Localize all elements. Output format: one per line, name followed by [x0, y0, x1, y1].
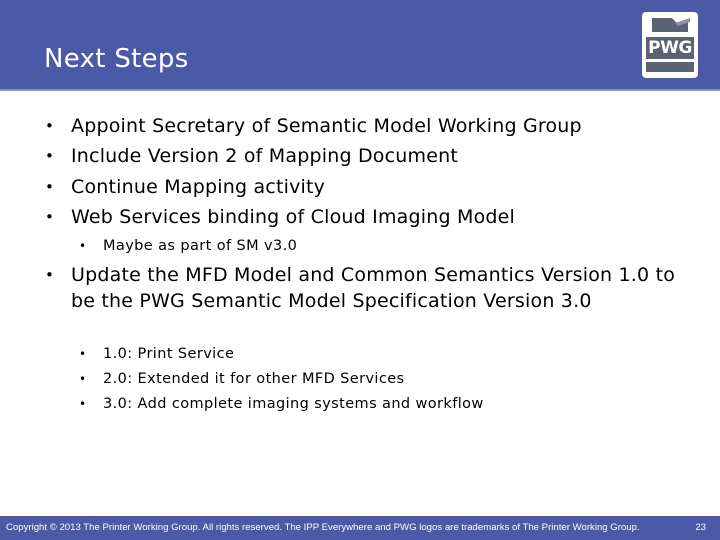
sub-bullet-dot: • [79, 397, 87, 411]
bullet-text: Update the MFD Model and Common Semantics Version 1.0 to be the PWG Semantic Model Specification Version 3.0 [71, 264, 676, 312]
bullet-dot: • [45, 147, 54, 165]
sub-bullet-dot: • [79, 239, 87, 253]
slide-footer [0, 516, 720, 540]
bullet-dot: • [45, 208, 54, 226]
bullet-text: Appoint Secretary of Semantic Model Working Group [71, 115, 582, 137]
bullet-text: Include Version 2 of Mapping Document [71, 145, 459, 167]
bullet-dot: • [45, 117, 54, 135]
bullet-dot: • [45, 266, 54, 284]
sub-bullet-dot: • [79, 372, 87, 386]
sub-bullet-text: 3.0: Add complete imaging systems and workflow [103, 396, 484, 412]
page-number: 23 [695, 522, 706, 533]
copyright-text: Copyright © 2013 The Printer Working Group. All rights reserved. The IPP Everywhere and PWG logos are trademarks of The Printer Working Group. [6, 522, 640, 533]
logo-text: PWG [646, 37, 694, 59]
bullet-text: Web Services binding of Cloud Imaging Model [71, 206, 516, 228]
slide-title: Next Steps [44, 44, 189, 74]
sub-bullet-text: 1.0: Print Service [103, 346, 235, 362]
sub-bullet-dot: • [79, 347, 87, 361]
sub-bullet-text: 2.0: Extended it for other MFD Services [103, 371, 405, 387]
sub-bullet-text: Maybe as part of SM v3.0 [103, 238, 298, 254]
bullet-dot: • [45, 178, 54, 196]
bullet-text: Continue Mapping activity [71, 176, 326, 198]
